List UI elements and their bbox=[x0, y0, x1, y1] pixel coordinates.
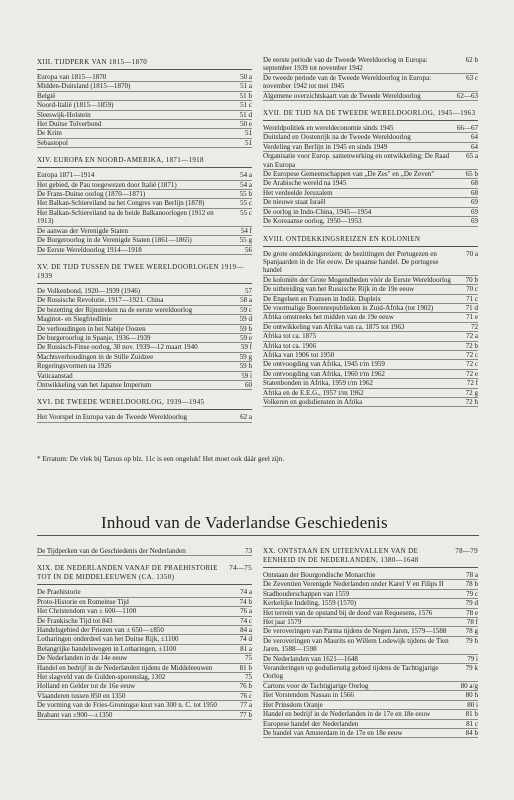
toc-entry bbox=[37, 92, 252, 101]
section-heading: XVII. DE TIJD NA DE TWEEDE WERELDOORLOG, 1945—1963 bbox=[263, 109, 478, 121]
entry-page: 51 c bbox=[240, 101, 252, 110]
entry-page: 79 h bbox=[465, 636, 478, 645]
toc-entry bbox=[263, 124, 478, 133]
entry-page: 72 c bbox=[466, 360, 478, 369]
toc-entry bbox=[263, 152, 478, 170]
entry-page: 54 a bbox=[240, 171, 252, 180]
toc-entry bbox=[263, 710, 478, 719]
toc-entry bbox=[37, 73, 252, 82]
toc-entry bbox=[37, 334, 252, 343]
toc-entry bbox=[263, 637, 478, 655]
toc-entry bbox=[263, 398, 478, 407]
toc-entry bbox=[263, 133, 478, 142]
toc-entry bbox=[37, 315, 252, 324]
entry-page: 74 c bbox=[240, 616, 252, 625]
entry-title: Europese handel der Nederlanden bbox=[263, 719, 359, 728]
entry-title: Lotharingen onderdeel van het Duitse Rijk, ±1100 bbox=[37, 635, 179, 644]
entry-title: Het slagveld van de Gulden-sporenslag, 1302 bbox=[37, 673, 166, 682]
toc-entry bbox=[263, 285, 478, 294]
entry-title: Sebastopol bbox=[37, 138, 68, 147]
entry-page: 69 bbox=[470, 217, 478, 226]
toc-entry bbox=[263, 323, 478, 332]
entry-title: De Europese Gemeenschappen van „De Zes" en „De Zeven" bbox=[263, 170, 435, 179]
toc-section bbox=[263, 56, 478, 101]
entry-page: 65 a bbox=[466, 152, 478, 161]
entry-title: De handel van Amsterdam in de 17e en 18e eeuw bbox=[263, 728, 403, 737]
entry-title: De burgeroorlog in Spanje, 1936—1939 bbox=[37, 333, 151, 342]
entry-title: Volkeren en godsdiensten in Afrika bbox=[263, 398, 363, 406]
toc-entry bbox=[263, 198, 478, 207]
toc-entry bbox=[37, 635, 252, 644]
toc-entry bbox=[263, 360, 478, 369]
entry-title: Proto-Historie en Romeinse Tijd bbox=[37, 597, 129, 606]
entry-page: 66—67 bbox=[456, 124, 478, 133]
toc-entry bbox=[263, 701, 478, 710]
entry-title: Regeringsvormen na 1926 bbox=[37, 362, 112, 371]
section-heading: XVIII. ONTDEKKINGSREIZEN EN KOLONIEN bbox=[263, 235, 478, 247]
toc-entry bbox=[37, 209, 252, 227]
entry-title: De veroveringen van Parma tijdens de Negen Jaren, 1579—1588 bbox=[263, 627, 447, 636]
entry-page: 59 b bbox=[239, 324, 252, 333]
toc-entry bbox=[263, 664, 478, 682]
entry-page: 64 bbox=[470, 133, 478, 142]
entry-page: 59 h bbox=[239, 362, 252, 371]
section-heading: XV. DE TIJD TUSSEN DE TWEE WERELDOORLOGEN 1919—1939 bbox=[37, 263, 252, 284]
entry-title: Het Prinsdom Oranje bbox=[263, 700, 323, 709]
toc-entry bbox=[263, 351, 478, 360]
toc-entry bbox=[263, 313, 478, 322]
section-page: 78—79 bbox=[455, 547, 478, 555]
toc-entry bbox=[37, 139, 252, 148]
entry-title: Afrika van 1906 tot 1950 bbox=[263, 350, 335, 359]
toc-entry bbox=[37, 129, 252, 138]
entry-title: Vaticaanstad bbox=[37, 371, 73, 380]
entry-title: De ontvoogding van Afrika, 1945 t/m 1959 bbox=[263, 360, 385, 369]
toc-entry bbox=[263, 179, 478, 188]
entry-title: Cartons voor de Tachtigjarige Oorlog bbox=[263, 681, 369, 690]
toc-entry bbox=[263, 655, 478, 664]
entry-title: Statenbonden in Afrika, 1959 t/m 1962 bbox=[263, 379, 373, 388]
toc-section bbox=[37, 263, 252, 390]
entry-title: Afrika omstreeks het midden van de 19e eeuw bbox=[263, 313, 394, 322]
entry-title: De Burgeroorlog in de Verenigde Staten (1861—1865) bbox=[37, 236, 192, 245]
toc-entry bbox=[37, 588, 252, 597]
toc-entry bbox=[263, 170, 478, 179]
page-title: Inhoud van de Vaderlandse Geschiedenis bbox=[101, 513, 388, 532]
entry-page: 84 b bbox=[465, 728, 478, 737]
toc-entry bbox=[263, 729, 478, 738]
toc-entry bbox=[263, 609, 478, 618]
toc-entry bbox=[37, 711, 252, 720]
entry-page: 70 c bbox=[466, 285, 478, 294]
entry-title: De Frans-Duitse oorlog (1870—1871) bbox=[37, 190, 146, 199]
entry-page: 81 b bbox=[239, 663, 252, 672]
toc-entry bbox=[263, 389, 478, 398]
toc-entry bbox=[37, 101, 252, 110]
toc-section bbox=[37, 398, 252, 422]
entry-page: 51 bbox=[244, 129, 252, 138]
section-heading bbox=[263, 547, 478, 568]
entry-page: 59 e bbox=[240, 333, 252, 342]
toc-entry bbox=[263, 74, 478, 92]
toc-section bbox=[37, 156, 252, 255]
entry-page: 74 a bbox=[240, 588, 252, 597]
toc-entry bbox=[263, 332, 478, 341]
entry-page: 59 g bbox=[239, 352, 252, 361]
toc-entry bbox=[263, 682, 478, 691]
toc-entry bbox=[37, 598, 252, 607]
entry-title: Algemene overzichtskaart van de Tweede Wereldoorlog bbox=[263, 91, 421, 100]
entry-title: Het Voorspel in Europa van de Tweede Wereldoorlog bbox=[37, 413, 188, 422]
entry-title: Duitsland en Oostenrijk na de Tweede Wereldoorlog bbox=[263, 133, 411, 142]
entry-page: 64 bbox=[470, 142, 478, 151]
toc-entry bbox=[263, 590, 478, 599]
toc-entry bbox=[263, 250, 478, 276]
erratum-note: * Erratum: De vlek bij Tarsus op blz. 11c is een ongeluk! Het moet ook dáár geel zijn. bbox=[37, 455, 285, 463]
entry-title: Machtsverhoudingen in de Stille Zuidzee bbox=[37, 352, 154, 361]
toc-entry bbox=[263, 370, 478, 379]
entry-page: 72 c bbox=[466, 350, 478, 359]
toc-entry bbox=[37, 701, 252, 710]
toc-section bbox=[37, 58, 252, 148]
entry-page: 76 a bbox=[240, 607, 252, 616]
entry-page: 77 b bbox=[239, 710, 252, 719]
entry-page: 76 b bbox=[239, 682, 252, 691]
entry-title: Europa van 1815—1870 bbox=[37, 73, 107, 81]
entry-page: 80 i bbox=[467, 700, 478, 709]
entry-title: De voormalige Boerenrepublieken in Zuid-Afrika (tot 1902) bbox=[263, 303, 434, 312]
entry-page: 68 bbox=[470, 179, 478, 188]
toc-entry bbox=[263, 580, 478, 589]
entry-title: Organisatie voor Europ. samenwerking en ontwikkeling; De Raad van Europa bbox=[263, 152, 450, 169]
entry-title: Midden-Duitsland (1815—1870) bbox=[37, 82, 131, 91]
entry-page: 69 bbox=[470, 207, 478, 216]
entry-page: 58 a bbox=[240, 296, 252, 305]
entry-title: De nieuwe staat Israël bbox=[263, 198, 326, 207]
entry-page: 56 bbox=[244, 245, 252, 254]
entry-title: Afrika en de E.E.G., 1957 t/m 1962 bbox=[263, 388, 364, 397]
title-rule bbox=[37, 535, 479, 536]
toc-entry bbox=[37, 287, 252, 296]
entry-page: 70 a bbox=[466, 249, 478, 258]
top-left-column bbox=[37, 58, 252, 431]
entry-page: 74 d bbox=[239, 635, 252, 644]
entry-page: 69 bbox=[470, 198, 478, 207]
entry-title: De Zeventien Verenigde Nederlanden onder Karel V en Filips II bbox=[263, 580, 444, 589]
entry-page: 59 f bbox=[240, 343, 252, 352]
entry-page: 65 b bbox=[465, 170, 478, 179]
entry-title: De koloniën der Grote Mogendheden vóór de Eerste Wereldoorlog bbox=[263, 275, 451, 284]
toc-entry bbox=[37, 547, 252, 556]
entry-title: Het jaar 1579 bbox=[263, 618, 302, 627]
entry-title: Het Balkan-Schiereiland na de beide Balkanoorlogen (1912 en 1913) bbox=[37, 208, 214, 226]
section-heading: XVI. DE TWEEDE WERELDOORLOG, 1939—1945 bbox=[37, 398, 252, 410]
toc-entry bbox=[263, 342, 478, 351]
entry-title: De oorlog in Indo-China, 1945—1954 bbox=[263, 207, 372, 216]
section-heading: XIII. TIJDPERK VAN 1815—1870 bbox=[37, 58, 252, 70]
entry-page: 80 h bbox=[465, 691, 478, 700]
entry-title: De Nederlanden in de 14e eeuw bbox=[37, 654, 128, 663]
entry-page: 79 d bbox=[465, 599, 478, 608]
entry-title: Holland en Gelder tot de 16e eeuw bbox=[37, 682, 136, 691]
entry-page: 72 h bbox=[465, 398, 478, 406]
entry-title: De Frankische Tijd tot 843 bbox=[37, 616, 113, 625]
entry-title: De eerste periode van de Tweede Wereldoorlog in Europa: september 1939 tot november 1942 bbox=[263, 56, 428, 73]
section-heading-text: XX. ONTSTAAN EN UITEENVALLEN VAN DE EENHEID IN DE NEDERLANDEN, 1380—1648 bbox=[263, 547, 419, 564]
entry-title: Handel en bedrijf in de Nederlanden tijdens de Middeleeuwen bbox=[37, 663, 213, 672]
toc-entry bbox=[37, 296, 252, 305]
toc-entry bbox=[37, 190, 252, 199]
entry-title: Handel en bedrijf in de Nederlanden in de 17e en 18e eeuw bbox=[263, 710, 431, 719]
toc-entry bbox=[37, 343, 252, 352]
toc-section bbox=[37, 564, 252, 720]
section-heading bbox=[37, 564, 252, 585]
toc-entry bbox=[37, 362, 252, 371]
entry-page: 81 c bbox=[466, 719, 478, 728]
entry-page: 80 a/g bbox=[460, 681, 478, 690]
entry-title: De Arabische wereld na 1945 bbox=[263, 179, 347, 188]
toc-entry bbox=[37, 381, 252, 390]
entry-page: 72 e bbox=[466, 369, 478, 378]
entry-page: 54 a bbox=[240, 180, 252, 189]
entry-page: 55 c bbox=[240, 208, 252, 217]
toc-entry bbox=[263, 627, 478, 636]
toc-entry bbox=[37, 82, 252, 91]
toc-entry bbox=[37, 353, 252, 362]
entry-title: De bezetting der Rijnstreken na de eerste wereldoorlog bbox=[37, 305, 193, 314]
entry-title: Brabant van ±900—±1350 bbox=[37, 710, 113, 719]
section-heading-text: XIX. DE NEDERLANDEN VANAF DE PRAEHISTORIE TOT IN DE MIDDELEEUWEN (CA. 1350) bbox=[37, 564, 218, 582]
entry-page: 62 b bbox=[465, 56, 478, 64]
entry-title: De grote ontdekkingsreizen; de bezittingen der Portugezen en Spanjaarden in de 16e eeuw. De spaanse handel. De portugese handel bbox=[263, 249, 439, 275]
entry-page: 77 a bbox=[240, 701, 252, 710]
toc-entry bbox=[263, 92, 478, 101]
entry-page: 78 f bbox=[466, 618, 478, 627]
entry-title: De veroveringen van Maurits en Willem Lodewijk tijdens de Tien Jaren, 1588—1598 bbox=[263, 636, 449, 654]
entry-title: Het Vorstendom Nassau in 1566 bbox=[263, 691, 354, 700]
entry-title: Noord-Italië (1815—1859) bbox=[37, 101, 114, 110]
toc-entry bbox=[37, 664, 252, 673]
entry-page: 59 c bbox=[240, 305, 252, 314]
entry-page: 50 e bbox=[240, 120, 252, 129]
entry-page: 81 a bbox=[240, 644, 252, 653]
entry-title: Afrika tot ca. 1906 bbox=[263, 341, 317, 350]
toc-entry bbox=[37, 617, 252, 626]
entry-title: De Engelsen en Fransen in Indië. Dupleix bbox=[263, 294, 382, 303]
toc-entry bbox=[263, 599, 478, 608]
entry-page: 68 bbox=[470, 188, 478, 197]
entry-title: Wereldpolitiek en wereldeconomie sinds 1945 bbox=[263, 124, 394, 133]
toc-entry bbox=[263, 691, 478, 700]
entry-page: 71 c bbox=[466, 294, 478, 303]
entry-page: 63 c bbox=[466, 73, 478, 82]
entry-title: Stadhouderschappen van 1559 bbox=[263, 589, 350, 598]
entry-title: De aanwas der Verenigde Staten bbox=[37, 226, 129, 235]
entry-title: Het gebied, de Pau toegewezen door Italië (1871) bbox=[37, 180, 177, 189]
toc-entry bbox=[263, 143, 478, 152]
entry-title: De Tijdperken van de Geschiedenis der Nederlanden bbox=[37, 547, 186, 555]
section-heading: XIV. EUROPA EN NOORD-AMERIKA, 1871—1918 bbox=[37, 156, 252, 168]
entry-title: Veranderingen op godsdienstig gebied tijdens de Tachtigjarige Oorlog bbox=[263, 664, 439, 681]
entry-page: 59 i bbox=[241, 371, 252, 380]
toc-entry bbox=[263, 189, 478, 198]
toc-entry bbox=[263, 720, 478, 729]
toc-entry bbox=[37, 372, 252, 381]
entry-title: De verhoudingen in het Nabije Oosten bbox=[37, 324, 146, 333]
entry-title: België bbox=[37, 91, 56, 100]
entry-title: Ontstaan der Bourgondische Monarchie bbox=[263, 571, 376, 579]
entry-page: 72 a bbox=[466, 332, 478, 341]
entry-page: 78 b bbox=[465, 580, 478, 589]
entry-page: 55 g bbox=[239, 236, 252, 245]
entry-title: Sleeswijk-Holstein bbox=[37, 110, 91, 119]
entry-title: Maginot- en Siegfriedlinie bbox=[37, 315, 112, 324]
entry-title: Europa 1871—1914 bbox=[37, 171, 95, 180]
entry-page: 81 b bbox=[465, 710, 478, 719]
entry-page: 78 e bbox=[466, 608, 478, 617]
bottom-right-column bbox=[263, 547, 478, 746]
entry-title: De Volkenbond, 1920—1939 (1946) bbox=[37, 286, 141, 295]
entry-title: De uitbreiding van het Russische Rijk in de 19e eeuw bbox=[263, 285, 415, 294]
entry-page: 78 a bbox=[466, 571, 478, 579]
toc-entry bbox=[263, 217, 478, 226]
entry-page: 51 bbox=[244, 138, 252, 147]
entry-title: Afrika tot ca. 1875 bbox=[263, 332, 317, 341]
toc-entry bbox=[37, 246, 252, 255]
toc-entry bbox=[263, 304, 478, 313]
toc-section bbox=[37, 547, 252, 556]
entry-page: 51 b bbox=[239, 91, 252, 100]
entry-page: 57 bbox=[244, 286, 252, 295]
entry-page: 71 e bbox=[466, 313, 478, 322]
entry-page: 72 f bbox=[466, 379, 478, 388]
entry-page: 62 a bbox=[240, 413, 252, 422]
entry-page: 60 bbox=[244, 380, 252, 389]
entry-title: Vlaanderen tussen 850 en 1350 bbox=[37, 691, 126, 700]
entry-page: 55 c bbox=[240, 199, 252, 208]
section-page: 74—75 bbox=[229, 564, 252, 573]
bottom-left-column bbox=[37, 547, 252, 728]
entry-title: De vorming van de Fries-Groningse kust van 300 n. C. tot 1950 bbox=[37, 701, 217, 710]
toc-entry bbox=[37, 673, 252, 682]
toc-entry bbox=[37, 306, 252, 315]
toc-section bbox=[263, 235, 478, 408]
toc-entry bbox=[37, 227, 252, 236]
entry-page: 79 c bbox=[466, 589, 478, 598]
entry-page: 78 g bbox=[465, 627, 478, 636]
entry-title: Belangrijke handelswegen in Lotharingen, ±1100 bbox=[37, 644, 177, 653]
entry-page: 72 g bbox=[465, 388, 478, 397]
toc-entry bbox=[263, 618, 478, 627]
toc-entry bbox=[37, 607, 252, 616]
toc-entry bbox=[37, 325, 252, 334]
entry-title: Ontwikkeling van het Japanse Imperium bbox=[37, 380, 152, 389]
entry-title: De ontwikkeling van Afrika van ca. 1875 tot 1963 bbox=[263, 322, 405, 331]
toc-entry bbox=[37, 626, 252, 635]
entry-title: Handelsgebied der Friezen van ± 650—±850 bbox=[37, 626, 164, 635]
entry-page: 73 bbox=[244, 547, 252, 555]
toc-entry bbox=[37, 645, 252, 654]
entry-page: 75 bbox=[244, 673, 252, 682]
entry-title: De Eerste Wereldoorlog 1914—1918 bbox=[37, 245, 142, 254]
entry-title: Het terrein van de opstand bij de dood van Requesens, 1576 bbox=[263, 608, 433, 617]
entry-title: Het verdeelde Jeruzalem bbox=[263, 188, 333, 197]
entry-page: 55 b bbox=[239, 190, 252, 199]
entry-title: Het Duitse Tolverbond bbox=[37, 120, 102, 129]
toc-entry bbox=[37, 236, 252, 245]
entry-page: 72 b bbox=[465, 341, 478, 350]
toc-entry bbox=[37, 111, 252, 120]
entry-title: De Russisch-Finse oorlog, 30 nov. 1939—12 maart 1940 bbox=[37, 343, 198, 352]
toc-entry bbox=[263, 276, 478, 285]
toc-entry bbox=[263, 208, 478, 217]
entry-page: 50 a bbox=[240, 73, 252, 81]
entry-title: Kerkelijke Indeling, 1559 (1570) bbox=[263, 599, 357, 608]
entry-title: De tweede periode van de Tweede Wereldoorlog in Europa: november 1942 tot mei 1945 bbox=[263, 73, 432, 91]
entry-title: Het Christendom van ± 600—1100 bbox=[37, 607, 137, 616]
entry-page: 51 a bbox=[240, 82, 252, 91]
entry-title: De Russische Revolutie, 1917—1921. China bbox=[37, 296, 164, 305]
entry-page: 76 c bbox=[240, 691, 252, 700]
toc-entry bbox=[263, 571, 478, 580]
entry-page: 59 d bbox=[239, 315, 252, 324]
toc-entry bbox=[263, 379, 478, 388]
entry-title: Het Balkan-Schiereiland na het Congres van Berlijn (1878) bbox=[37, 199, 205, 208]
toc-entry bbox=[37, 199, 252, 208]
toc-entry bbox=[37, 692, 252, 701]
toc-entry bbox=[37, 654, 252, 663]
entry-title: De Krim bbox=[37, 129, 62, 138]
entry-page: 72 bbox=[470, 322, 478, 331]
entry-title: De ontvoogding van Afrika, 1960 t/m 1962 bbox=[263, 369, 385, 378]
entry-page: 74 b bbox=[239, 597, 252, 606]
entry-page: 79 i bbox=[467, 654, 478, 663]
entry-page: 62—63 bbox=[456, 91, 478, 100]
entry-title: De Praehistorie bbox=[37, 588, 81, 597]
entry-title: De Nederlanden van 1621—1648 bbox=[263, 654, 358, 663]
toc-entry bbox=[37, 413, 252, 422]
entry-page: 54 f bbox=[240, 226, 252, 235]
entry-page: 79 k bbox=[465, 664, 478, 673]
entry-title: De Koreaanse oorlog, 1950—1953 bbox=[263, 217, 362, 226]
entry-page: 75 bbox=[244, 654, 252, 663]
entry-title: Verdeling van Berlijn in 1945 en sinds 1949 bbox=[263, 142, 388, 151]
toc-entry bbox=[37, 171, 252, 180]
top-right-column bbox=[263, 56, 478, 415]
entry-page: 84 a bbox=[240, 626, 252, 635]
toc-entry bbox=[37, 181, 252, 190]
entry-page: 70 b bbox=[465, 275, 478, 284]
toc-section bbox=[263, 547, 478, 738]
toc-entry bbox=[263, 295, 478, 304]
toc-entry bbox=[263, 56, 478, 74]
entry-page: 51 d bbox=[239, 110, 252, 119]
toc-section bbox=[263, 109, 478, 226]
entry-page: 71 d bbox=[465, 303, 478, 312]
toc-entry bbox=[37, 120, 252, 129]
toc-entry bbox=[37, 682, 252, 691]
